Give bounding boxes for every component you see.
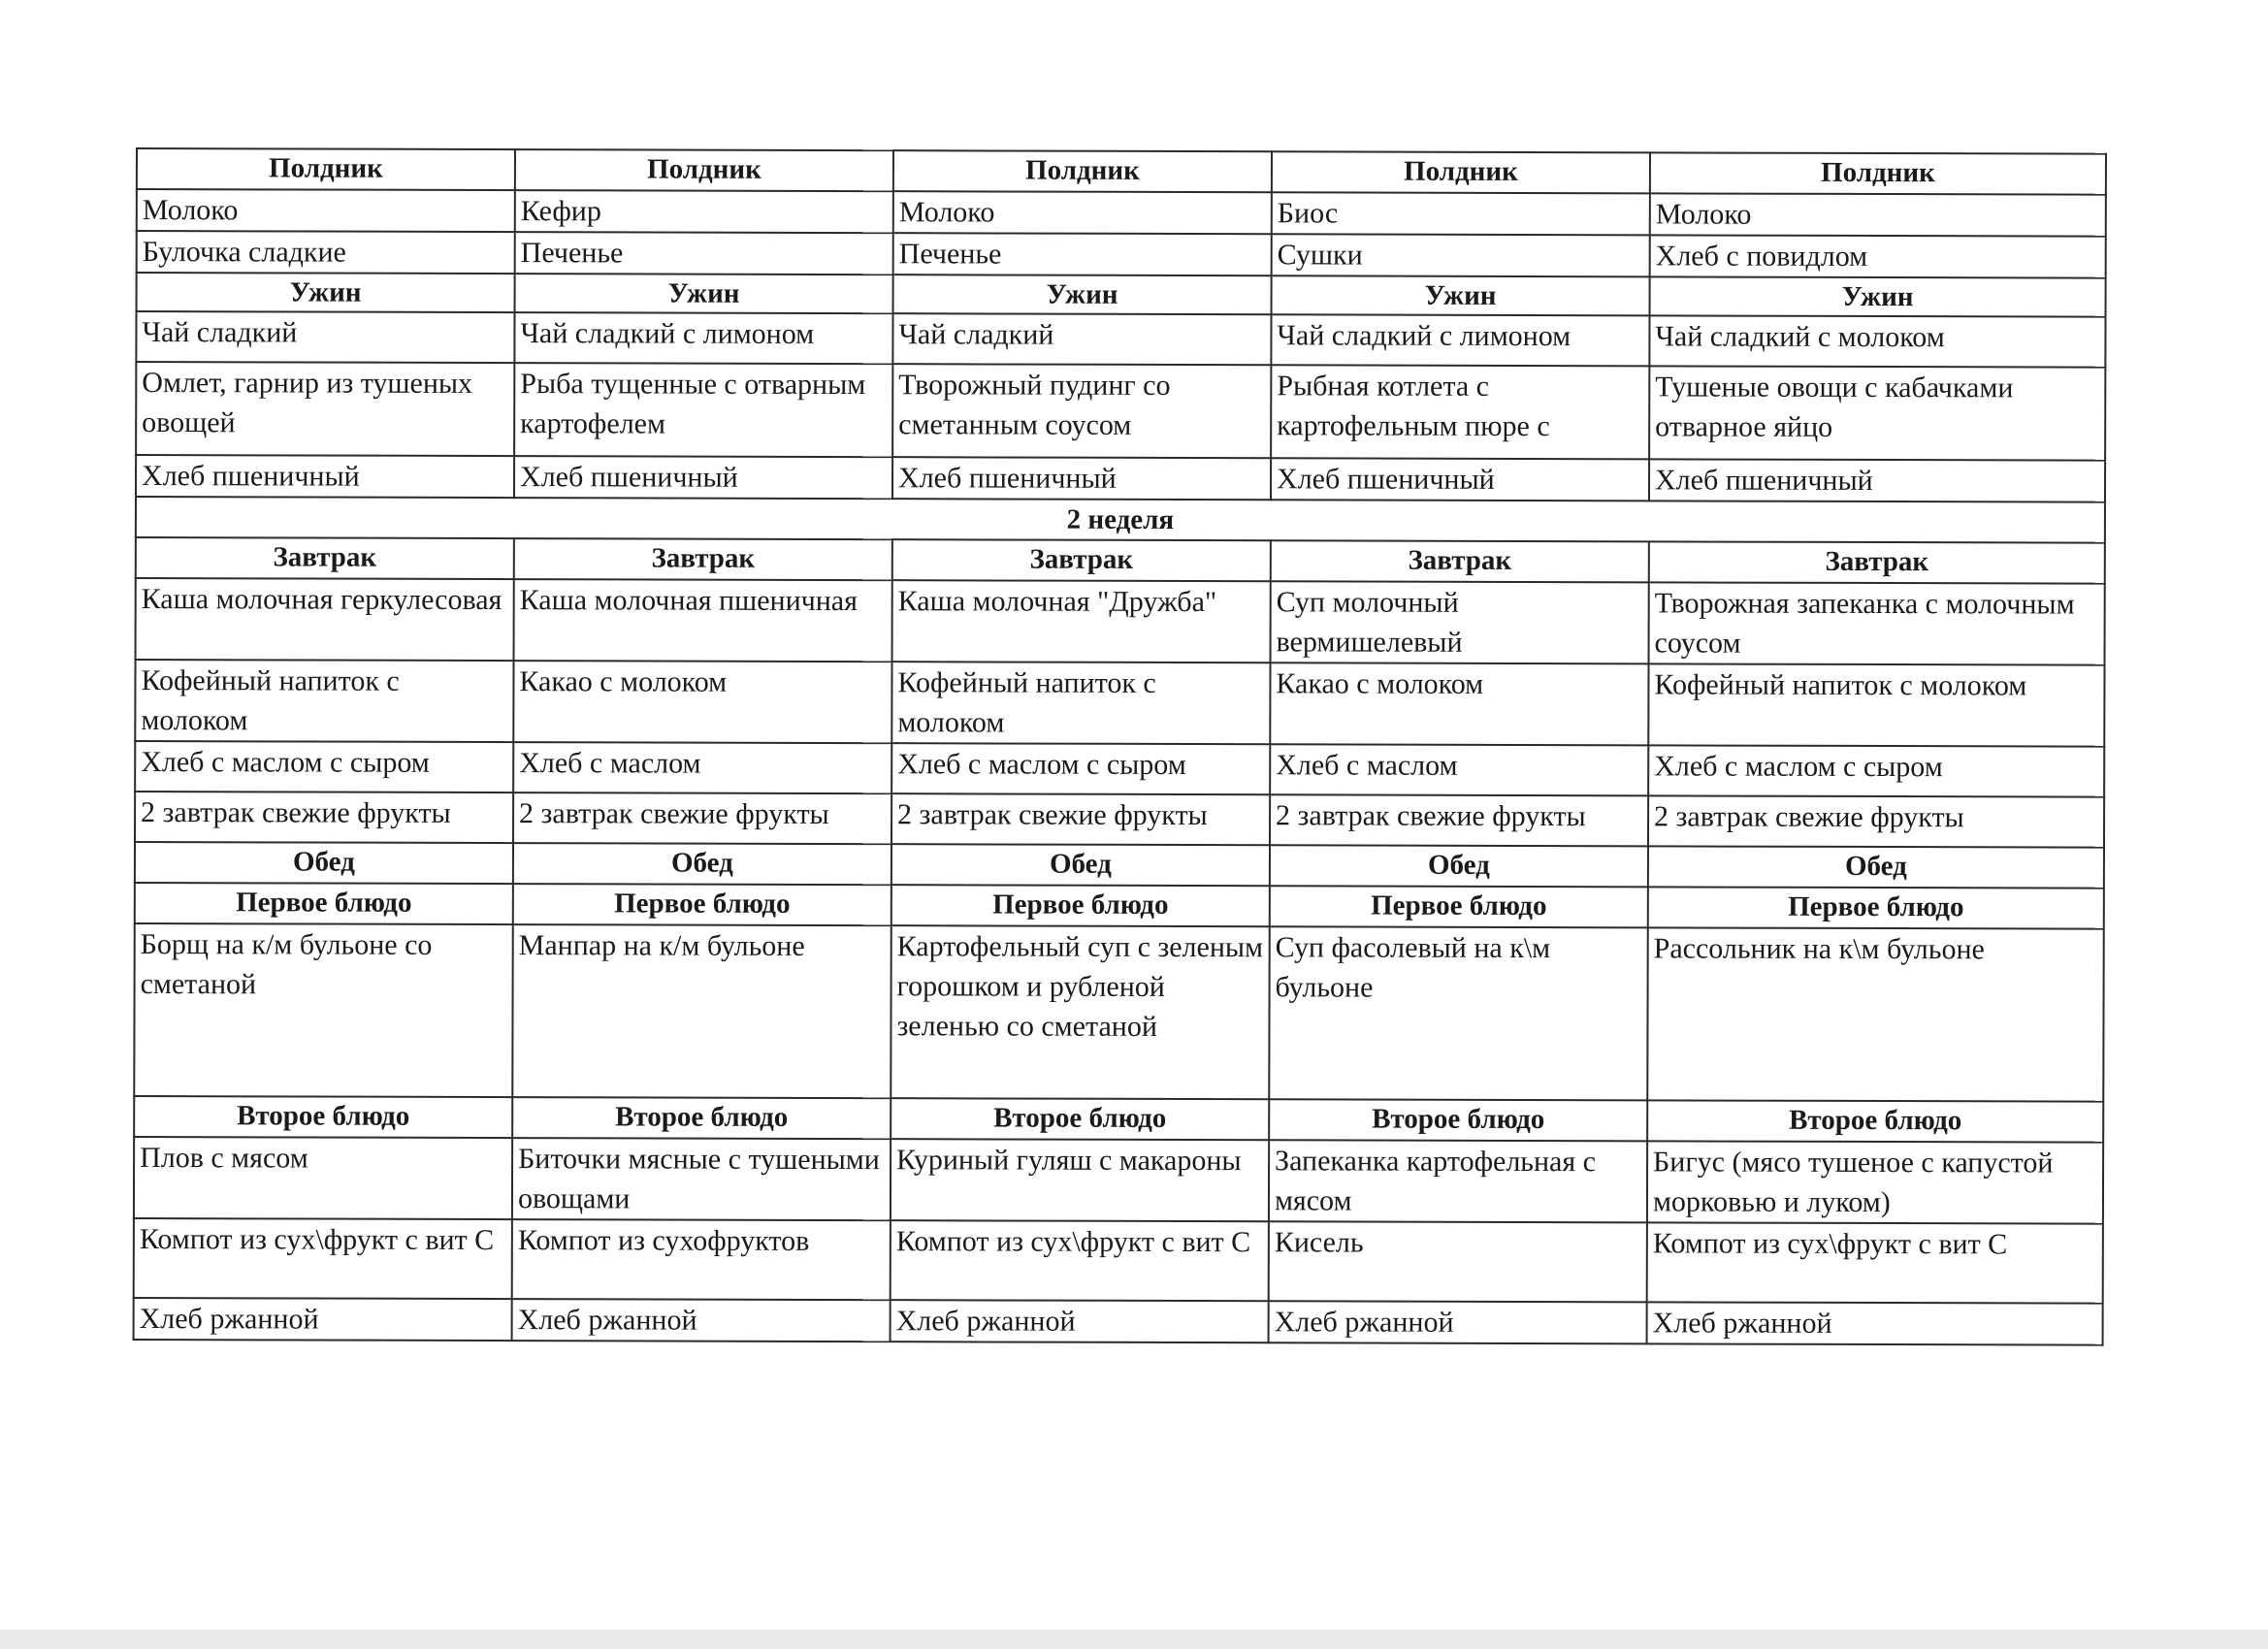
menu-item-cell: Печенье (893, 233, 1272, 275)
meal-header-cell: Первое блюдо (135, 883, 513, 924)
menu-item-cell: Омлет, гарнир из тушеных овощей (136, 362, 514, 456)
menu-item-cell: Чай сладкий с молоком (1649, 315, 2105, 367)
meal-header-cell: Полдник (137, 148, 515, 190)
menu-item-cell: Картофельный суп с зеленым горошком и рубленой зеленью со сметаной (891, 925, 1269, 1099)
meal-header-cell: Полдник (1650, 152, 2106, 194)
menu-item-cell: Кофейный напиток с молоком (891, 662, 1270, 744)
menu-item-cell: Биос (1272, 192, 1650, 235)
menu-item-cell: Каша молочная "Дружба" (892, 580, 1271, 663)
menu-item-cell: Хлеб ржанной (891, 1300, 1269, 1342)
menu-item-row (135, 792, 2104, 848)
menu-item-cell: Борщ на к/м бульоне со сметаной (134, 923, 512, 1097)
menu-item-cell: Плов с мясом (134, 1137, 512, 1219)
menu-item-cell: Суп фасолевый на к\м бульоне (1269, 926, 1647, 1100)
menu-item-cell: Творожный пудинг со сметанным соусом (892, 364, 1271, 458)
menu-item-cell: 2 завтрак свежие фрукты (1648, 795, 2104, 847)
meal-header-cell: Завтрак (1649, 541, 2105, 583)
menu-item-cell: Рыбная котлета с картофельным пюре с (1271, 365, 1649, 459)
meal-header-cell: Второе блюдо (1647, 1100, 2103, 1142)
menu-item-cell: Хлеб с маслом (1270, 744, 1648, 795)
menu-item-cell: Молоко (1650, 193, 2106, 236)
menu-item-cell: Кефир (515, 190, 893, 233)
menu-item-cell: Хлеб ржанной (1647, 1302, 2103, 1344)
menu-item-cell: Творожная запеканка с молочным соусом (1649, 582, 2105, 664)
meal-header-cell: Второе блюдо (512, 1097, 891, 1139)
menu-item-cell: Сушки (1272, 234, 1650, 276)
meal-header-cell: Завтрак (1271, 540, 1649, 582)
menu-item-row (136, 455, 2105, 502)
menu-item-cell: Бигус (мясо тушеное с капустой морковью и луком) (1647, 1141, 2103, 1223)
meal-header-row (134, 1096, 2103, 1143)
menu-item-cell: Кофейный напиток с молоком (1648, 663, 2104, 746)
menu-item-cell: Манпар на к/м бульоне (512, 924, 891, 1098)
menu-item-row (134, 923, 2103, 1102)
menu-item-cell: Компот из сух\фрукт с вит С (134, 1218, 512, 1299)
meal-header-cell: Завтрак (514, 538, 892, 580)
meal-header-row (137, 273, 2106, 317)
menu-item-row (137, 231, 2106, 278)
menu-item-cell: Компот из сух\фрукт с вит С (891, 1220, 1269, 1301)
menu-item-cell: 2 завтрак свежие фрукты (891, 793, 1270, 845)
menu-item-cell: Каша молочная пшеничная (514, 579, 892, 662)
meal-header-row (137, 148, 2106, 195)
meal-header-cell: Первое блюдо (1270, 886, 1648, 927)
menu-item-row (134, 1137, 2103, 1224)
menu-item-cell: Хлеб пшеничный (514, 456, 892, 499)
meal-header-row (135, 842, 2104, 889)
meal-header-cell: Первое блюдо (513, 884, 891, 925)
meal-header-cell: Второе блюдо (891, 1098, 1269, 1140)
scan-bottom-edge (0, 1630, 2268, 1649)
menu-item-cell: Какао с молоком (513, 661, 891, 743)
week-label: 2 неделя (136, 497, 2105, 543)
meal-header-row (135, 883, 2104, 929)
menu-item-cell: 2 завтрак свежие фрукты (513, 792, 891, 844)
meal-header-cell: Обед (891, 844, 1270, 886)
menu-item-row (136, 362, 2105, 461)
menu-item-cell: Булочка сладкие (137, 231, 515, 274)
meal-header-cell: Завтрак (892, 539, 1271, 581)
menu-item-row (135, 741, 2104, 797)
menu-item-cell: Компот из сух\фрукт с вит С (1647, 1222, 2103, 1303)
menu-item-cell: Хлеб ржанной (134, 1298, 512, 1341)
menu-item-cell: Хлеб с маслом с сыром (891, 743, 1270, 794)
meal-header-cell: Завтрак (136, 537, 514, 579)
menu-item-cell: Хлеб ржанной (1269, 1301, 1647, 1343)
menu-item-cell: Запеканка картофельная с мясом (1269, 1140, 1647, 1222)
meal-header-cell: Второе блюдо (1269, 1099, 1647, 1141)
week-header-row (136, 497, 2105, 543)
meal-header-cell: Ужин (137, 273, 515, 312)
menu-item-cell: Рассольник на к\м бульоне (1647, 927, 2103, 1101)
menu-item-cell: Рыба тущенные с отварным картофелем (514, 363, 892, 457)
menu-table (133, 147, 2107, 1346)
meal-header-cell: Обед (1270, 845, 1648, 887)
menu-item-cell: Хлеб с маслом с сыром (1648, 745, 2104, 796)
menu-item-row (134, 1298, 2103, 1345)
menu-item-cell: Чай сладкий (892, 313, 1271, 365)
menu-item-cell: Тушеные овощи с кабачками отварное яйцо (1649, 366, 2105, 460)
meal-header-cell: Ужин (515, 274, 893, 313)
meal-header-cell: Второе блюдо (134, 1096, 512, 1138)
menu-item-cell: Какао с молоком (1270, 663, 1648, 745)
meal-header-cell: Обед (1648, 846, 2104, 888)
menu-item-cell: Компот из сухофруктов (512, 1219, 891, 1300)
menu-item-cell: Хлеб с маслом с сыром (135, 741, 513, 792)
menu-item-cell: Хлеб пшеничный (1649, 459, 2105, 501)
menu-item-cell: Хлеб пшеничный (136, 455, 514, 498)
meal-header-cell: Обед (135, 842, 513, 884)
meal-header-cell: Полдник (515, 149, 893, 191)
menu-item-cell: Хлеб пшеничный (892, 457, 1271, 500)
menu-item-row (135, 660, 2104, 747)
meal-header-row (136, 537, 2105, 584)
meal-header-cell: Первое блюдо (891, 885, 1270, 926)
menu-item-cell: Хлеб с повидлом (1650, 235, 2106, 277)
menu-item-cell: Хлеб ржанной (512, 1299, 891, 1342)
meal-header-cell: Ужин (1650, 276, 2106, 316)
meal-header-cell: Обед (513, 843, 891, 885)
meal-header-cell: Полдник (1272, 151, 1650, 193)
menu-item-cell: Печенье (515, 232, 893, 275)
menu-item-cell: Молоко (893, 191, 1272, 234)
menu-item-row (136, 311, 2105, 368)
menu-item-cell: Молоко (137, 189, 515, 232)
menu-item-cell: Чай сладкий с лимоном (1271, 314, 1649, 366)
menu-item-cell: 2 завтрак свежие фрукты (135, 792, 513, 843)
menu-item-row (137, 189, 2106, 237)
menu-item-row (136, 578, 2105, 665)
menu-item-cell: Чай сладкий (136, 311, 514, 363)
menu-item-cell: Суп молочный вермишелевый (1271, 581, 1649, 663)
meal-header-cell: Первое блюдо (1648, 887, 2104, 928)
menu-item-cell: Биточки мясные с тушеными овощами (512, 1138, 891, 1220)
menu-item-cell: Куриный гуляш с макароны (891, 1139, 1269, 1221)
menu-item-cell: Чай сладкий с лимоном (514, 312, 892, 364)
menu-table-body (134, 148, 2106, 1345)
menu-item-cell: Кофейный напиток с молоком (135, 660, 513, 742)
meal-header-cell: Ужин (893, 275, 1272, 314)
menu-item-cell: 2 завтрак свежие фрукты (1270, 794, 1648, 846)
meal-header-cell: Полдник (893, 150, 1272, 192)
menu-item-cell: Кисель (1269, 1221, 1647, 1302)
menu-item-row (134, 1218, 2103, 1304)
meal-header-cell: Ужин (1272, 275, 1650, 315)
menu-item-cell: Хлеб с маслом (513, 742, 891, 793)
menu-item-cell: Хлеб пшеничный (1271, 458, 1649, 501)
menu-item-cell: Каша молочная геркулесовая (136, 578, 514, 661)
